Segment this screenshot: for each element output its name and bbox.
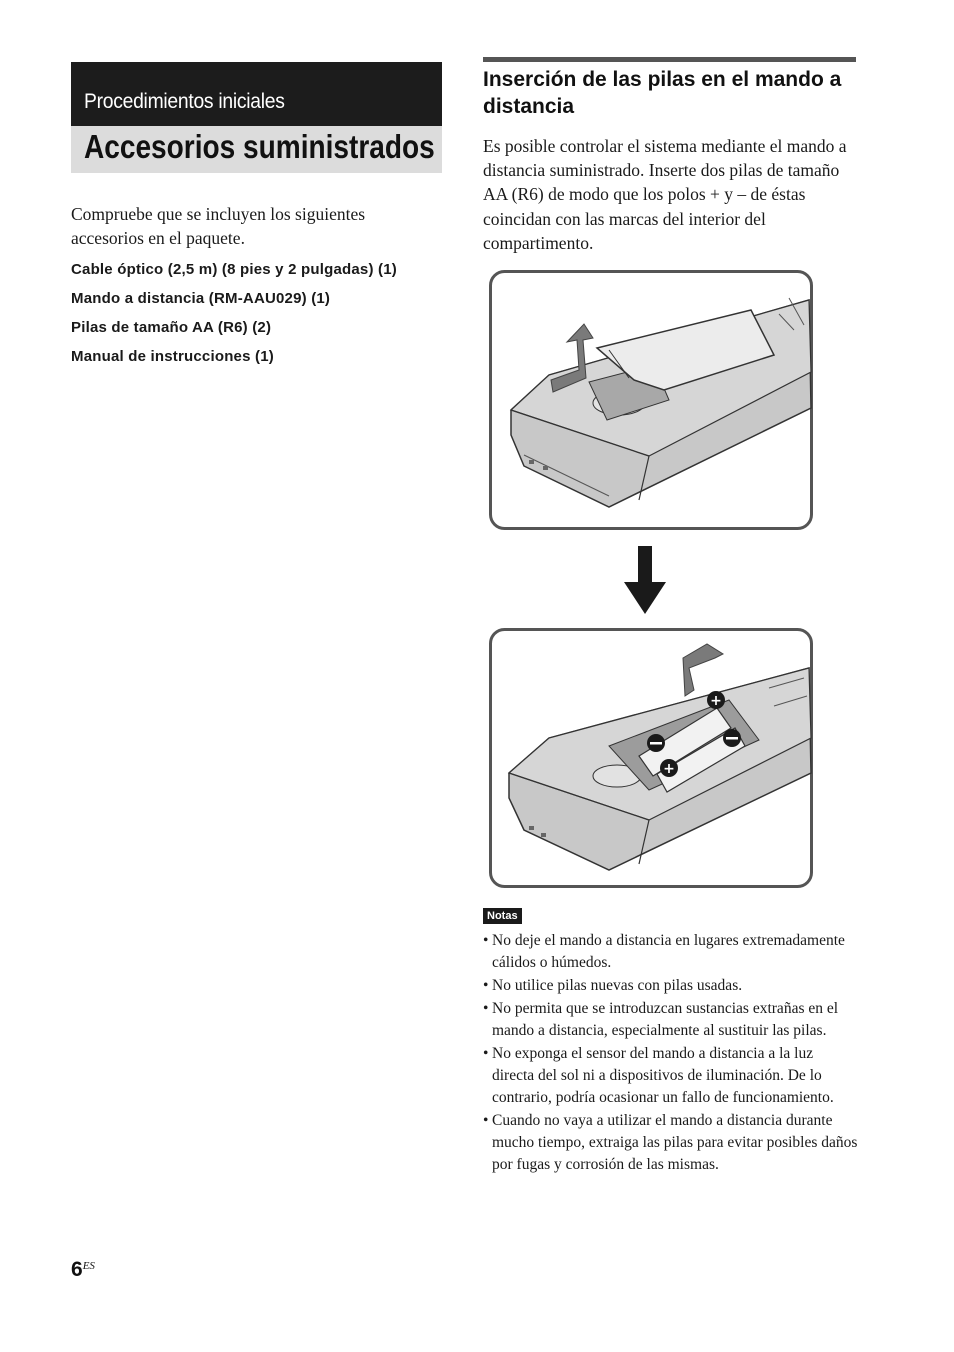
instruction-paragraph: Es posible controlar el sistema mediante el mando a distancia suministrado. Inserte dos pilas de tamaño AA (R6) de modo que los polos + y – de éstas coincidan con las marcas del interior del compartimento. — [483, 136, 847, 253]
down-arrow-icon — [624, 546, 666, 614]
bullet-icon: • — [483, 932, 489, 949]
page-number — [71, 1258, 95, 1282]
note-item — [483, 975, 858, 997]
accessory-item: Manual de instrucciones (1) — [71, 348, 274, 365]
intro-paragraph: Compruebe que se incluyen los siguientes accesorios en el paquete. — [71, 204, 366, 248]
bullet-icon: • — [483, 1045, 489, 1063]
section-rule — [483, 57, 856, 62]
remote-open-cover-illustration — [489, 270, 813, 530]
page-language-suffix: ES — [82, 1260, 95, 1272]
note-item — [483, 998, 858, 1042]
note-text: Cuando no vaya a utilizar el mando a distancia durante mucho tiempo, extraiga las pilas para evitar posibles daños por fugas y corrosión de las mismas. — [492, 1112, 858, 1173]
remote-insert-batteries-illustration — [489, 628, 813, 888]
page-title: Accesorios suministrados — [84, 128, 435, 165]
accessory-list — [71, 260, 443, 376]
note-item — [483, 930, 858, 974]
bullet-icon: • — [483, 977, 489, 995]
page-number-value: 6 — [71, 1258, 83, 1281]
notes-label: Notas — [483, 908, 522, 924]
note-item — [483, 1043, 858, 1108]
accessory-item: Mando a distancia (RM-AAU029) (1) — [71, 290, 331, 307]
note-text: No deje el mando a distancia en lugares extremadamente cálidos o húmedos. — [492, 932, 845, 971]
bullet-icon: • — [483, 1000, 489, 1018]
section-label: Procedimientos iniciales — [84, 90, 285, 113]
note-text: No utilice pilas nuevas con pilas usadas. — [492, 977, 743, 995]
note-text: No permita que se introduzcan sustancias extrañas en el mando a distancia, especialmente al sustituir las pilas. — [492, 1000, 839, 1040]
svg-text:+: + — [710, 693, 722, 709]
notes-list — [483, 930, 858, 1177]
section-heading: Inserción de las pilas en el mando a distancia — [483, 68, 842, 118]
accessory-item: Pilas de tamaño AA (R6) (2) — [71, 319, 272, 336]
svg-text:+: + — [663, 761, 675, 777]
note-text: No exponga el sensor del mando a distancia a la luz directa del sol ni a dispositivos de iluminación. De lo contrario, podría ocasionar un fallo de funcionamiento. — [492, 1045, 834, 1107]
accessory-item: Cable óptico (2,5 m) (8 pies y 2 pulgadas) (1) — [71, 261, 397, 278]
bullet-icon: • — [483, 1112, 489, 1130]
note-item — [483, 1110, 858, 1175]
